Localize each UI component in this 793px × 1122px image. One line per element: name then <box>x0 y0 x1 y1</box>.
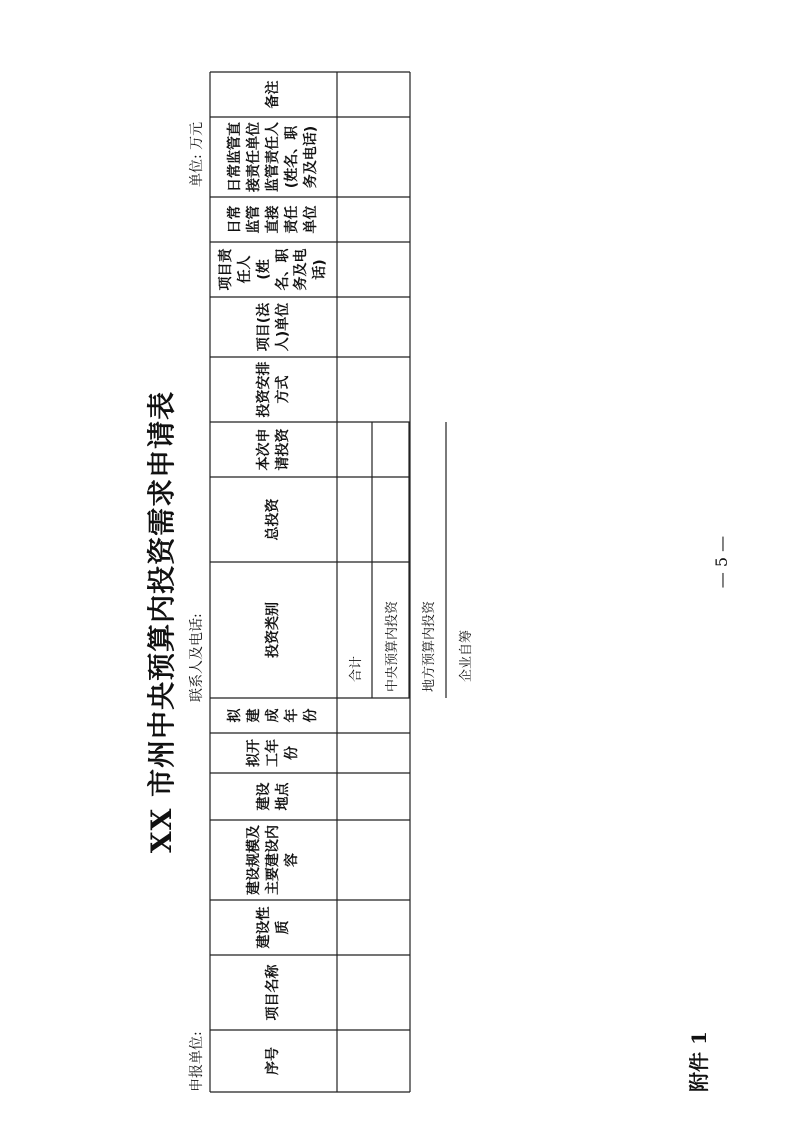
category-row-self-raised: 企业自筹 <box>459 629 474 682</box>
attachment-label: 附件 1 <box>687 1031 711 1092</box>
col-header-category: 投资类别 <box>265 602 282 658</box>
col-header-supervision-person: 日常监管直接责任单位监管责任人(姓名、职务及电话) <box>227 122 319 192</box>
unit-label: 单位: 万元 <box>189 121 205 187</box>
col-header-arrangement: 投资安排方式 <box>255 361 291 418</box>
col-header-scale: 建设规模及主要建设内容 <box>246 825 300 895</box>
col-header-nature: 建设性质 <box>255 906 291 949</box>
col-header-legal-unit: 项目(法人)单位 <box>255 302 291 352</box>
col-header-location: 建设地点 <box>255 782 291 811</box>
col-header-responsible: 项目责任人(姓名、职务及电话) <box>217 248 329 291</box>
col-header-remarks: 备注 <box>265 80 282 109</box>
col-header-start-year: 拟开工年份 <box>246 739 300 767</box>
page-title: XX 市州中央预算内投资需求申请表 <box>145 390 178 854</box>
col-header-supervision-unit: 日常监管直接责任单位 <box>227 205 319 234</box>
col-header-project-name: 项目名称 <box>265 964 282 1021</box>
contact-label: 联系人及电话: <box>189 613 205 702</box>
col-header-this-request: 本次申请投资 <box>255 428 291 471</box>
category-row-total: 合计 <box>349 655 364 682</box>
col-header-finish-year: 拟建成年份 <box>227 708 319 723</box>
page-number: — 5 — <box>712 535 731 589</box>
category-row-local: 地方预算内投资 <box>422 600 437 692</box>
col-header-seq: 序号 <box>265 1047 282 1075</box>
col-header-total: 总投资 <box>265 498 282 541</box>
declaring-unit-label: 申报单位: <box>189 1031 205 1092</box>
category-row-central: 中央预算内投资 <box>385 600 400 692</box>
